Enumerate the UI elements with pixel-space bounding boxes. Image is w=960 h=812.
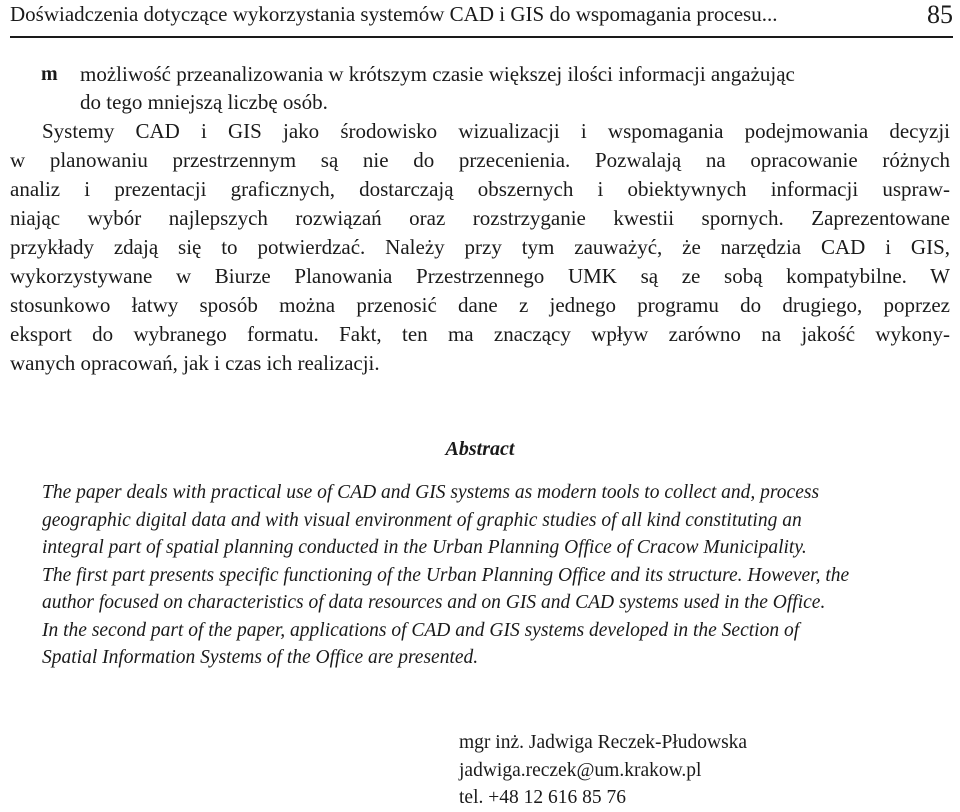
paragraph-line: wykorzystywane w Biurze Planowania Przestrzennego UMK są ze sobą kompatybilne. W [10,264,950,288]
paragraph-line: w planowaniu przestrzennym są nie do przecenienia. Pozwalają na opracowanie różnych [10,148,950,172]
paragraph-line: wanych opracowań, jak i czas ich realizacji. [10,351,380,375]
running-title: Doświadczenia dotyczące wykorzystania systemów CAD i GIS do wspomagania procesu... [10,2,778,26]
paragraph-line: niając wybór najlepszych rozwiązań oraz rozstrzyganie kwestii spornych. Zaprezentowane [10,206,950,230]
paragraph-line: przykłady zdają się to potwierdzać. Należy przy tym zauważyć, że narzędzia CAD i GIS, [10,235,950,259]
abstract-line: The first part presents specific functioning of the Urban Planning Office and its structure. However, the [42,564,850,586]
running-header [10,0,953,38]
abstract-line: The paper deals with practical use of CAD and GIS systems as modern tools to collect and, process [42,482,820,503]
abstract-line: In the second part of the paper, applications of CAD and GIS systems developed in the Section of [42,619,800,641]
abstract-line: author focused on characteristics of data resources and on GIS and CAD systems used in the Office. [42,592,826,613]
abstract-line: integral part of spatial planning conducted in the Urban Planning Office of Cracow Municipality. [42,537,807,558]
bullet-icon: m [41,63,58,85]
author-info [459,729,747,812]
author-name: mgr inż. Jadwiga Reczek-Płudowska [459,732,748,753]
bullet-line: do tego mniejszą liczbę osób. [80,90,328,114]
bullet-item [10,60,950,116]
paragraph-line: eksport do wybranego formatu. Fakt, ten ma znaczący wpływ zarówno na jakość wykony- [10,322,950,346]
page-number: 85 [927,0,953,29]
abstract-line: geographic digital data and with visual environment of graphic studies of all kind constituting an [42,509,802,531]
author-phone: tel. +48 12 616 85 76 [459,787,626,808]
abstract-body [42,479,922,672]
paragraph-line: Systemy CAD i GIS jako środowisko wizualizacji i wspomagania podejmowania decyzji [42,119,950,143]
main-text [10,60,950,378]
body-paragraph [10,117,950,378]
paragraph-line: stosunkowo łatwy sposób można przenosić dane z jednego programu do drugiego, poprzez [10,293,950,317]
bullet-line: możliwość przeanalizowania w krótszym czasie większej ilości informacji angażując [80,62,795,86]
author-email: jadwiga.reczek@um.krakow.pl [459,759,702,781]
abstract-line: Spatial Information Systems of the Office are presented. [42,647,479,668]
abstract-heading: Abstract [445,438,515,460]
paragraph-line: analiz i prezentacji graficznych, dostarczają obszernych i obiektywnych informacji uspraw- [10,177,950,201]
